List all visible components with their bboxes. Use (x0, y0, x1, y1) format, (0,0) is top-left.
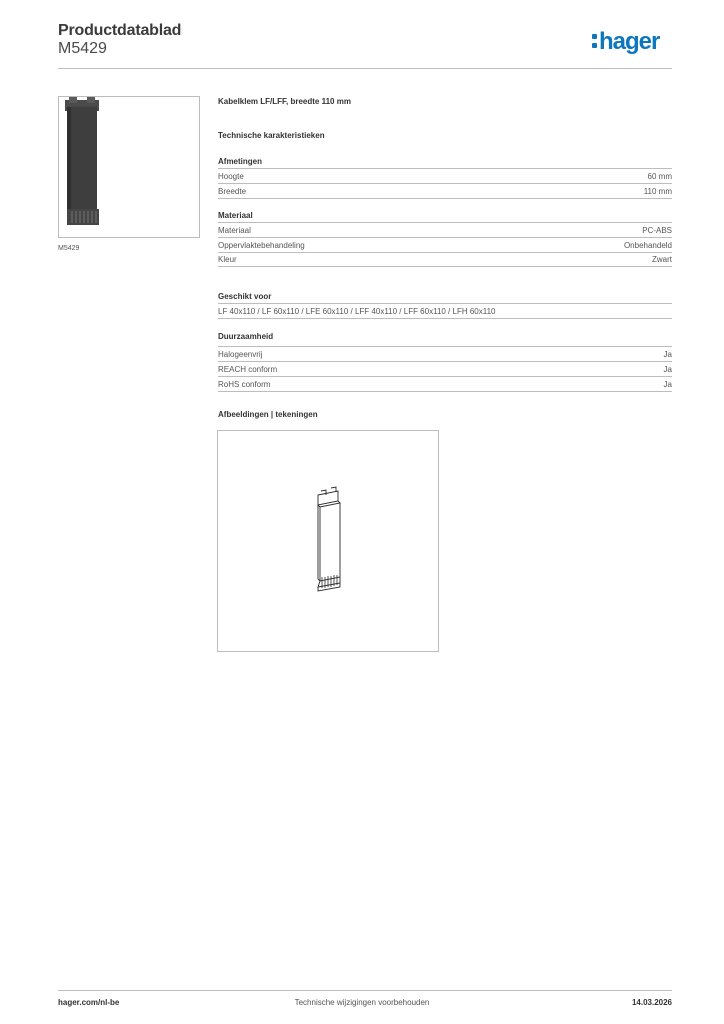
spec-row-oppervlaktebehandeling (218, 238, 672, 253)
thumbnail-caption: M5429 (58, 245, 80, 252)
materiaal-title: Materiaal (218, 211, 253, 220)
spec-row-halogeenvrij (218, 347, 672, 362)
logo-dots-icon (592, 34, 597, 50)
spec-value: 110 mm (643, 187, 672, 196)
spec-row-reach (218, 362, 672, 377)
spec-label: Hoogte (218, 172, 244, 181)
spec-row-hoogte (218, 169, 672, 184)
line-drawing-icon (218, 431, 438, 651)
footer-notice: Technische wijzigingen voorbehouden (294, 998, 430, 1007)
spec-row-geschikt-voor (218, 304, 672, 319)
spec-label: Oppervlaktebehandeling (218, 241, 305, 250)
spec-label: Halogeenvrij (218, 350, 263, 359)
spec-row-breedte (218, 184, 672, 199)
spec-label: Materiaal (218, 226, 251, 235)
spec-row-materiaal (218, 223, 672, 238)
tech-heading: Technische karakteristieken (218, 131, 325, 140)
logo-text: hager (599, 28, 660, 55)
spec-value: Zwart (652, 255, 672, 264)
hager-logo (592, 28, 659, 56)
spec-value: Onbehandeld (623, 241, 672, 250)
geschikt-voor-title: Geschikt voor (218, 292, 272, 301)
product-photo-icon (59, 97, 199, 237)
product-description: Kabelklem LF/LFF, breedte 110 mm (218, 97, 351, 106)
drawings-title: Afbeeldingen | tekeningen (218, 410, 318, 419)
spec-value: PC-ABS (642, 226, 672, 235)
spec-value: Ja (663, 365, 672, 374)
duurzaamheid-title: Duurzaamheid (218, 332, 274, 341)
spec-label: Kleur (218, 255, 237, 264)
footer-website-link[interactable]: hager.com/nl-be (58, 998, 120, 1007)
spec-row-rohs (218, 377, 672, 392)
afmetingen-title: Afmetingen (218, 157, 262, 166)
spec-value: Ja (663, 380, 672, 389)
spec-value: LF 40x110 / LF 60x110 / LFE 60x110 / LFF 40x110 / LFF 60x110 / LFH 60x110 (218, 307, 496, 316)
spec-row-kleur (218, 252, 672, 267)
spec-label: RoHS conform (218, 380, 271, 389)
technical-drawing (217, 430, 439, 652)
footer-divider (58, 990, 672, 991)
page-title: Productdatablad (58, 22, 182, 39)
spec-label: REACH conform (218, 365, 278, 374)
spec-label: Breedte (218, 187, 247, 196)
spec-value: 60 mm (647, 172, 672, 181)
spec-value: Ja (663, 350, 672, 359)
product-thumbnail (58, 96, 200, 238)
header-divider (58, 68, 672, 69)
product-code: M5429 (58, 40, 107, 57)
footer-date: 14.03.2026 (631, 998, 672, 1007)
